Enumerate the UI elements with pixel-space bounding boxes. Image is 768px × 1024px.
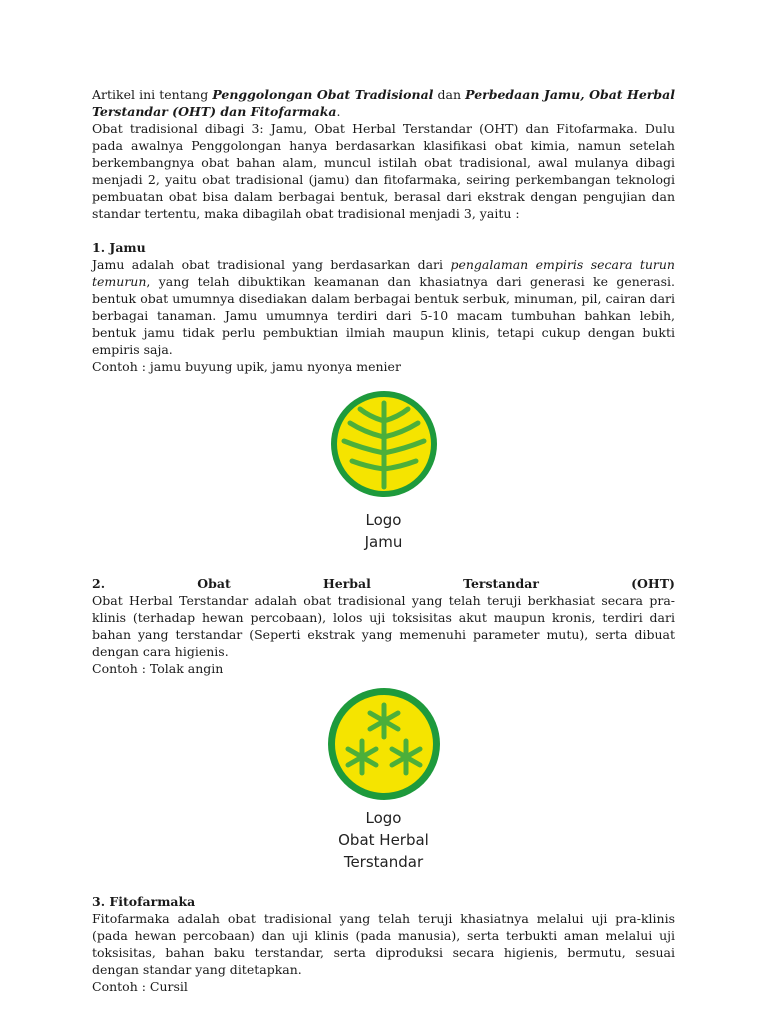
- intro-paragraph: Obat tradisional dibagi 3: Jamu, Obat Herbal Terstandar (OHT) dan Fitofarmaka. Dulu pada awalnya Penggolongan hanya berdasarkan klasifikasi obat kimia, namun setelah berkembangnya obat bahan alam, muncul istilah obat tradisional, awal mulanya dibagi menjadi 2, yaitu obat tradisional (jamu) dan fitofarmaka, seiring perkembangan teknologi pembuatan obat bisa dalam berbagai bentuk, berasal dari ekstrak dengan pengujian dan standar tertentu, maka dibagilah obat tradisional menjadi 3, yaitu :: [92, 121, 675, 221]
- oht-paragraph: Obat Herbal Terstandar adalah obat tradisional yang telah teruji berkhasiat secara pra-klinis (terhadap hewan percobaan), lolos uji toksisitas akut maupun kronis, terdiri dari bahan yang terstandar (Seperti ekstrak yang memenuhi parameter mutu), serta dibuat dengan cara higienis.: [92, 593, 675, 659]
- oht-logo-caption: [338, 807, 429, 873]
- intro-topic-1: Penggolongan Obat Tradisional: [212, 87, 434, 102]
- section-heading-fitofarmaka: 3. Fitofarmaka: [92, 894, 196, 909]
- oht-heading-word-3: Terstandar: [463, 576, 539, 591]
- logo-oht: [92, 687, 675, 873]
- fitofarmaka-paragraph: Fitofarmaka adalah obat tradisional yang telah teruji khasiatnya melalui uji pra-klinis (pada hewan percobaan) dan uji klinis (pada manusia), serta terbukti aman melalui uji toksisitas, bahan baku terstandar, serta diproduksi secara higienis, bermutu, sesuai dengan standar yang ditetapkan.: [92, 911, 675, 977]
- jamu-logo-icon: [318, 387, 450, 501]
- oht-caption-line-2: Obat Herbal: [338, 831, 429, 849]
- oht-caption-line-1: Logo: [365, 809, 402, 827]
- oht-heading-word-4: (OHT): [631, 576, 675, 591]
- oht-heading-word-2: Herbal: [322, 576, 371, 591]
- jamu-caption-line-1: Logo: [365, 511, 402, 529]
- oht-caption-line-3: Terstandar: [343, 853, 424, 871]
- intro-heading-line: [92, 86, 675, 120]
- logo-jamu: [92, 387, 675, 553]
- jamu-emphasis: pengalaman empiris secara turun temurun: [92, 257, 675, 289]
- jamu-caption-line-2: Jamu: [364, 533, 403, 551]
- oht-logo-icon: [324, 687, 444, 801]
- intro-connector: dan: [437, 87, 462, 102]
- article: [92, 86, 675, 995]
- intro-lead: Artikel ini tentang: [92, 87, 209, 102]
- jamu-body-after: , yang telah dibuktikan keamanan dan khasiatnya dari generasi ke generasi. bentuk obat umumnya disediakan dalam berbagai bentuk serbuk, minuman, pil, cairan dari berbagai tanaman. Jamu umumnya terdiri dari 5-10 macam tumbuhan bahkan lebih, bentuk jamu tidak perlu pembuktian ilmiah maupun klinis, tetapi cukup dengan bukti empiris saja.: [92, 274, 675, 357]
- jamu-logo-caption: [365, 509, 403, 553]
- jamu-paragraph: [92, 256, 675, 358]
- section-heading-oht: [92, 575, 675, 592]
- section-heading-jamu: 1. Jamu: [92, 240, 146, 255]
- intro-period: .: [336, 104, 341, 119]
- oht-heading-number: 2.: [92, 576, 106, 591]
- jamu-example: Contoh : jamu buyung upik, jamu nyonya menier: [92, 359, 401, 374]
- intro-topic-2: Perbedaan Jamu, Obat Herbal Terstandar (OHT) dan Fitofarmaka: [92, 87, 675, 119]
- oht-example: Contoh : Tolak angin: [92, 661, 224, 676]
- oht-heading-word-1: Obat: [197, 576, 231, 591]
- fitofarmaka-example: Contoh : Cursil: [92, 979, 188, 994]
- jamu-body-before: Jamu adalah obat tradisional yang berdasarkan dari: [92, 257, 444, 272]
